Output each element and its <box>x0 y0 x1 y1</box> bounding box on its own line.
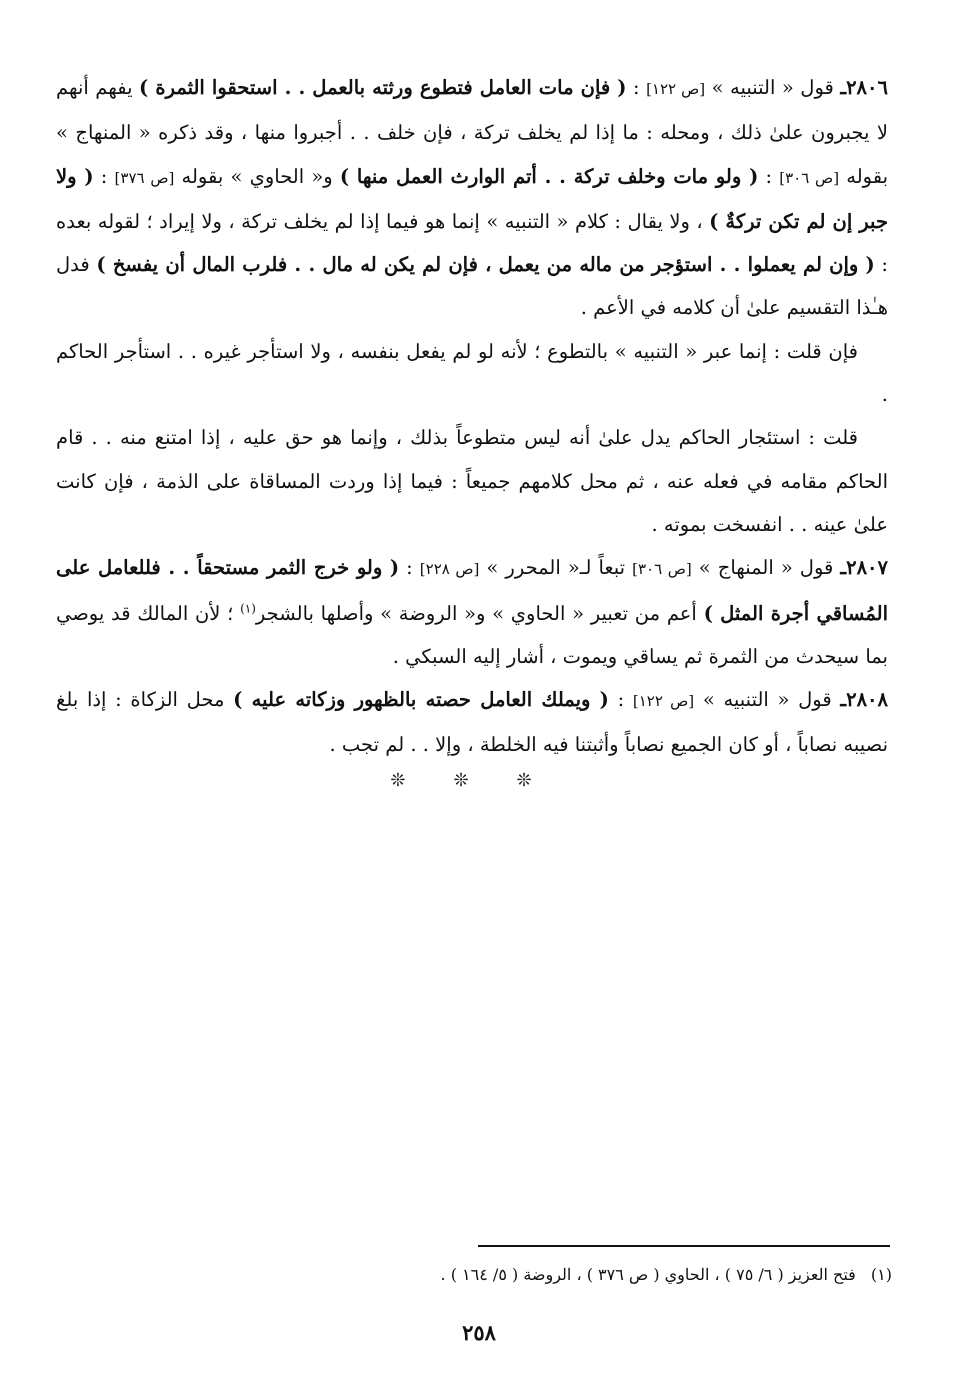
commentary-text: قول « التنبيه » <box>694 688 841 712</box>
page-number: ٢٥٨ <box>462 1320 496 1345</box>
quoted-text: ( ولو مات وخلف تركة . . أتم الوارث العمل منها ) <box>339 164 759 188</box>
page-reference: [ص ١٢٢] <box>632 692 695 711</box>
commentary-text: محل الزكاة : إذا بلغ نصيبه نصاباً ، أو كان الجميع نصاباً وأثبتنا فيه الخلطة ، وإلا . . لم تجب . <box>56 688 888 757</box>
commentary-text: أعم من تعبير « الحاوي » و« الروضة » وأصلها بالشجر <box>255 601 704 625</box>
separator-star-icon: ❊ <box>516 770 568 791</box>
separator-star-icon: ❊ <box>453 770 505 791</box>
commentary-text: و« الحاوي » بقوله <box>174 164 340 188</box>
footnote-marker: (١) <box>240 601 256 616</box>
commentary-text: تبعاً لـ« المحرر » <box>479 556 633 580</box>
commentary-text: فدل هـٰذا التقسيم علىٰ أن كلامه في الأعم . <box>56 253 888 320</box>
page-reference: [ص ٢٢٨] <box>419 560 480 579</box>
commentary-text: : <box>399 556 420 580</box>
quoted-text: ( ولا جبر إن لم تكن تركةٌ ) <box>56 164 888 233</box>
commentary-text: : <box>626 76 647 99</box>
commentary-text: يفهم أنهم لا يجبرون علىٰ ذلك ، ومحله : ما إذا لم يخلف تركة ، فإن خلف . . أجبروا منها ، وقد ذكره « المنهاج » بقوله <box>56 76 889 188</box>
separator-star-icon: ❊ <box>390 770 442 791</box>
commentary-text: قول « التنبيه » <box>705 76 841 99</box>
main-text <box>56 66 888 767</box>
page-reference: [ص ٣٠٦] <box>779 168 840 187</box>
section-separator <box>0 770 958 791</box>
commentary-text: قول « المنهاج » <box>691 556 841 580</box>
footnote-divider <box>478 1245 890 1247</box>
commentary-text: فإن قلت : إنما عبر « التنبيه » بالتطوع ؛ لأنه لو لم يفعل بنفسه ، ولا استأجر غيره . . استأجر الحاكم . <box>56 339 888 407</box>
quoted-text: ( ويملك العامل حصته بالظهور وزكاته عليه ) <box>233 688 609 712</box>
footnote-number: (١) <box>870 1265 892 1284</box>
paragraph <box>56 330 888 417</box>
quoted-text: ( ولو خرج الثمر مستحقاً . . فللعامل على المُساقي أجرة المثل ) <box>56 556 889 625</box>
paragraph <box>56 546 888 678</box>
footnote <box>300 1261 892 1289</box>
commentary-text: : <box>758 164 780 188</box>
paragraph <box>56 66 888 330</box>
commentary-text: : <box>93 164 115 188</box>
footnote-text: فتح العزيز ( ٦/ ٧٥ ) ، الحاوي ( ص ٣٧٦ ) ، الروضة ( ٥/ ١٦٤ ) . <box>440 1265 856 1284</box>
commentary-text: ؛ لأن المالك قد يوصي بما سيحدث من الثمرة ثم يساقي ويموت ، أشار إليه السبكي . <box>56 601 888 668</box>
page-reference: [ص ٣٠٦] <box>632 560 692 579</box>
entry-number: ٢٨٠٧ـ <box>840 556 888 580</box>
paragraph <box>56 678 888 767</box>
quoted-text: ( وإن لم يعملوا . . استؤجر من ماله من يعمل ، فإن لم يكن له مال . . فلرب المال أن يفسخ ) <box>96 253 875 277</box>
commentary-text: ، ولا يقال : كلام « التنبيه » إنما هو فيما إذا لم يخلف تركة ، ولا إيراد ؛ لقوله بعده : <box>56 209 888 277</box>
entry-number: ٢٨٠٦ـ <box>840 76 888 99</box>
page-reference: [ص ١٢٢] <box>646 80 706 98</box>
commentary-text: : <box>608 688 633 712</box>
quoted-text: ( فإن مات العامل فتطوع ورثته بالعمل . . استحقوا الثمرة ) <box>139 76 627 99</box>
page-reference: [ص ٣٧٦] <box>114 168 175 187</box>
paragraph <box>56 416 888 546</box>
entry-number: ٢٨٠٨ـ <box>840 688 888 712</box>
commentary-text: قلت : استئجار الحاكم يدل علىٰ أنه ليس متطوعاً بذلك ، وإنما هو حق عليه ، إذا امتنع منه . . قام الحاكم مقامه في فعله عنه ، ثم محل كلامهم جميعاً : فيما إذا وردت المساقاة على الذمة ، فإن كانت علىٰ عينه . . انفسخت بموته . <box>56 426 888 536</box>
